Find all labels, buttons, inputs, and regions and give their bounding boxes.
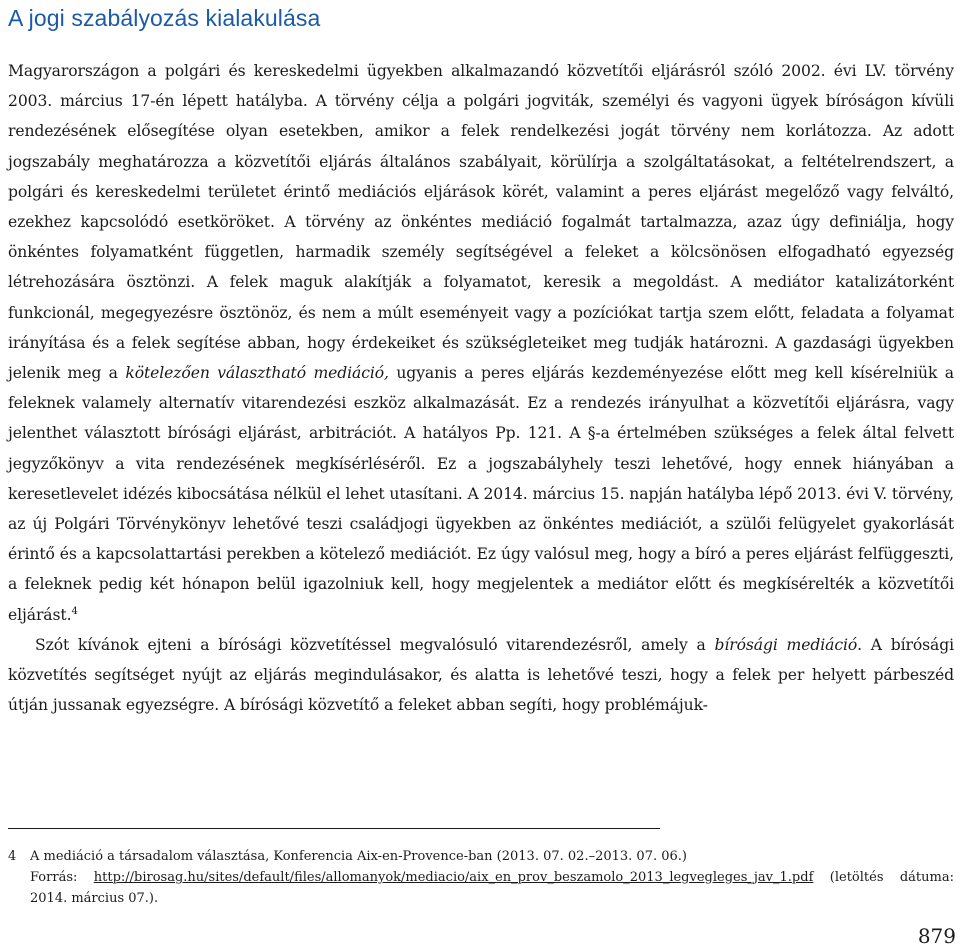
footnote-text: A mediáció a társadalom választása, Konferencia Aix-en-Provence-ban (2013. 07. 02.–2013. 07. 06.) [30,849,687,864]
footnote-divider [8,828,660,829]
paragraph-1-italic-term: kötelezően választható mediáció, [125,364,389,383]
paragraph-1-part-1: Magyarországon a polgári és kereskedelmi ügyekben alkalmazandó közvetítői eljárásról szóló 2002. évi LV. törvény 2003. március 17-én lépett hatályba. A törvény célja a polgári jogviták, személyi és vagyoni ügyek bíróságon kívüli rendezésének elősegítése olyan esetekben, amikor a felek rendelkezési jogát törvény nem korlátozza. Az adott jogszabály meghatározza a közvetítői eljárás általános szabályait, körülírja a szolgáltatásokat, a feltételrendszert, a polgári és kereskedelmi területet érintő mediációs eljárások körét, valamint a peres eljárást megelőző vagy felváltó, ezekhez kapcsolódó esetköröket. A törvény az önkéntes mediáció fogalmát tartalmazza, azaz úgy definiálja, hogy önkéntes folyamatként független, harmadik személy segítségével a feleket a kölcsönösen elfogadható egyezség létrehozására ösztönzi. A felek maguk alakítják a folyamatot, keresik a megoldást. A mediátor katalizátorként funkcionál, megegyezésre ösztönöz, és nem a múlt eseményeit vagy a pozíciókat tartja szem előtt, feladata a folyamat irányítása és a felek segítése abban, hogy érdekeiket és szükségleteiket meg tudják határozni. A gazdasági ügyekben jelenik meg a [8,62,954,383]
paragraph-2-part-1: Szót kívánok ejteni a bírósági közvetítéssel megvalósuló vitarendezésről, amely a [35,635,715,654]
footnote-download-date: (letöltés dátuma: 2014. március 07.). [30,870,954,906]
footnote [8,846,954,909]
footnote-number: 4 [8,849,17,864]
footnote-source-label: Forrás: [30,870,94,885]
section-heading: A jogi szabályozás kialakulása [8,5,321,31]
body-text [8,56,954,720]
paragraph-2 [8,630,954,721]
footnote-source-link[interactable]: http://birosag.hu/sites/default/files/allomanyok/mediacio/aix_en_prov_beszamolo_2013_legvegleges_jav_1.pdf [93,870,814,885]
page [8,0,954,720]
footnote-reference[interactable]: 4 [71,605,78,617]
paragraph-2-italic-term: bírósági mediáció [714,635,858,654]
page-number: 879 [917,924,956,948]
paragraph-1-part-3: ugyanis a peres eljárás kezdeményezése előtt meg kell kísérelniük a feleknek valamely alternatív vitarendezési eszköz alkalmazását. Ez a rendezés irányulhat a közvetítői eljárásra, vagy jelenthet választott bírósági eljárást, arbitrációt. A hatályos Pp. 121. A §-a értelmében szükséges a felek által felvett jegyzőkönyv a vita rendezésének megkísérléséről. Ez a jogszabályhely teszi lehetővé, hogy ennek hiányában a keresetlevelet idézés kibocsátása nélkül el lehet utasítani. A 2014. március 15. napján hatályba lépő 2013. évi V. törvény, az új Polgári Törvénykönyv lehetővé teszi családjogi ügyekben az önkéntes mediációt, a szülői felügyelet gyakorlását érintő és a kapcsolattartási perekben a kötelező mediációt. Ez úgy valósul meg, hogy a bíró a peres eljárást felfüggeszti, a feleknek pedig két hónapon belül igazolniuk kell, hogy megjelentek a mediátor előtt és megkísérelték a közvetítői eljárást. [8,364,954,624]
paragraph-2-part-3: . A bírósági közvetítés segítséget nyújt az eljárás megindulásakor, és alatta is lehetővé teszi, hogy a felek per helyett párbeszéd útján jussanak egyezségre. A bírósági közvetítő a feleket abban segíti, hogy problémájuk- [8,635,954,715]
footnote-source [8,867,954,909]
paragraph-1 [8,56,954,630]
